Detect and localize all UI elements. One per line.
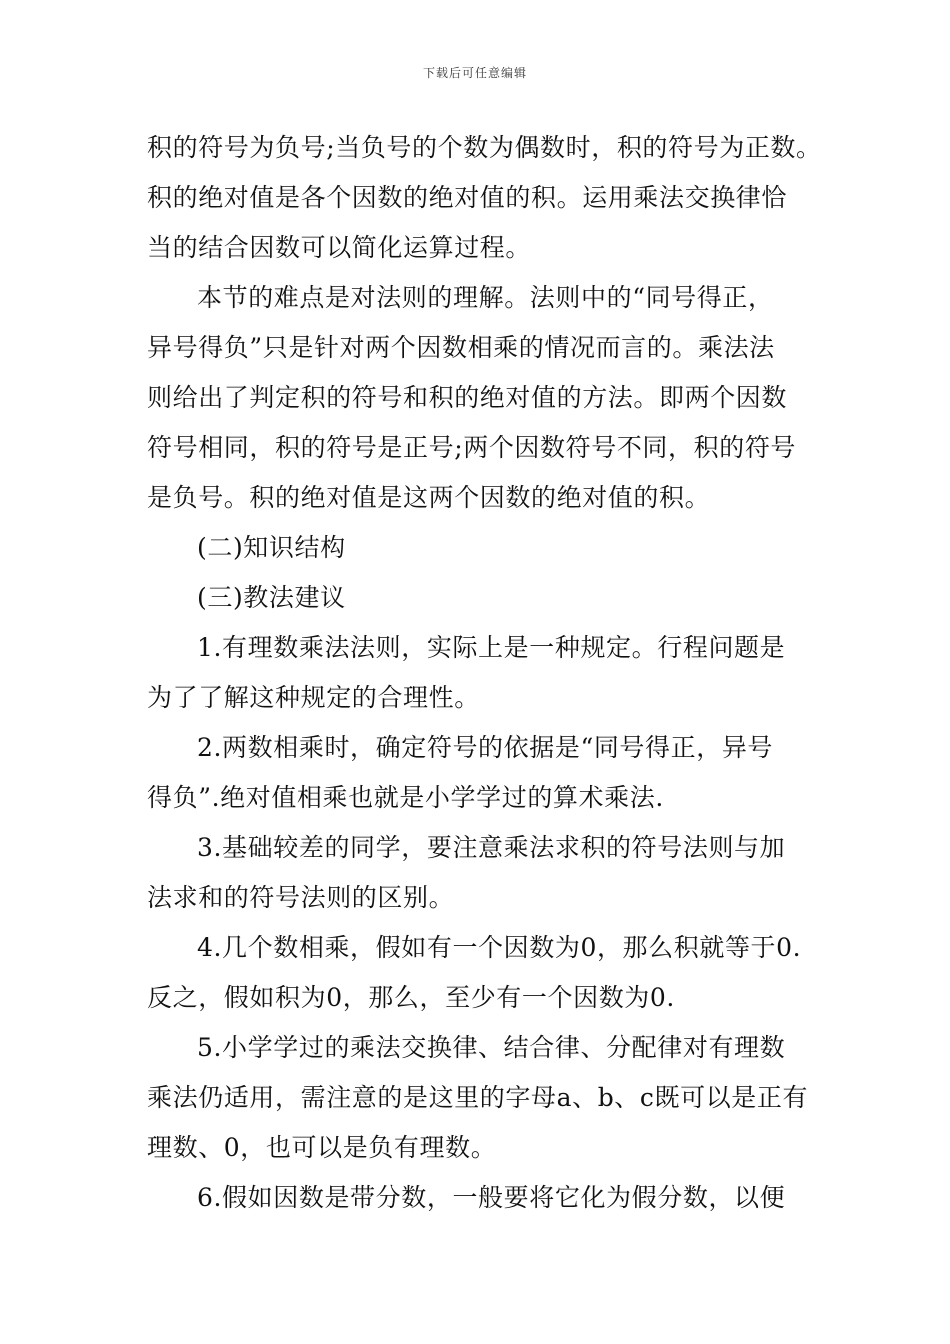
text-line: 则给出了判定积的符号和积的绝对值的方法。即两个因数 <box>147 383 788 412</box>
text-line: 积的符号为负号;当负号的个数为偶数时，积的符号为正数。 <box>147 133 822 162</box>
text-line: 理数、0，也可以是负有理数。 <box>147 1133 497 1162</box>
text-line: 本节的难点是对法则的理解。法则中的“同号得正， <box>197 283 774 312</box>
text-line: 1.有理数乘法法则，实际上是一种规定。行程问题是 <box>197 633 786 662</box>
text-line: 5.小学学过的乘法交换律、结合律、分配律对有理数 <box>197 1033 786 1062</box>
text-line: (二)知识结构 <box>197 533 346 562</box>
text-line: 3.基础较差的同学，要注意乘法求积的符号法则与加 <box>197 833 786 862</box>
page-header: 下载后可任意编辑 <box>422 66 527 80</box>
text-line: (三)教法建议 <box>197 583 346 612</box>
text-line: 乘法仍适用，需注意的是这里的字母a、b、c既可以是正有 <box>147 1083 809 1112</box>
text-line: 2.两数相乘时，确定符号的依据是“同号得正，异号 <box>197 733 774 762</box>
text-line: 得负”.绝对值相乘也就是小学学过的算术乘法. <box>147 783 664 812</box>
text-line: 符号相同，积的符号是正号;两个因数符号不同，积的符号 <box>147 433 797 462</box>
text-line: 法求和的符号法则的区别。 <box>147 883 455 912</box>
text-line: 异号得负”只是针对两个因数相乘的情况而言的。乘法法 <box>147 333 775 362</box>
text-line: 4.几个数相乘，假如有一个因数为0，那么积就等于0. <box>197 933 802 962</box>
document-body <box>147 123 827 1223</box>
text-line: 是负号。积的绝对值是这两个因数的绝对值的积。 <box>147 483 711 512</box>
text-line: 当的结合因数可以简化运算过程。 <box>147 233 532 262</box>
text-line: 6.假如因数是带分数，一般要将它化为假分数，以便 <box>197 1183 786 1212</box>
text-line: 积的绝对值是各个因数的绝对值的积。运用乘法交换律恰 <box>147 183 788 212</box>
text-line: 为了了解这种规定的合理性。 <box>147 683 480 712</box>
text-line: 反之，假如积为0，那么，至少有一个因数为0. <box>147 983 675 1012</box>
